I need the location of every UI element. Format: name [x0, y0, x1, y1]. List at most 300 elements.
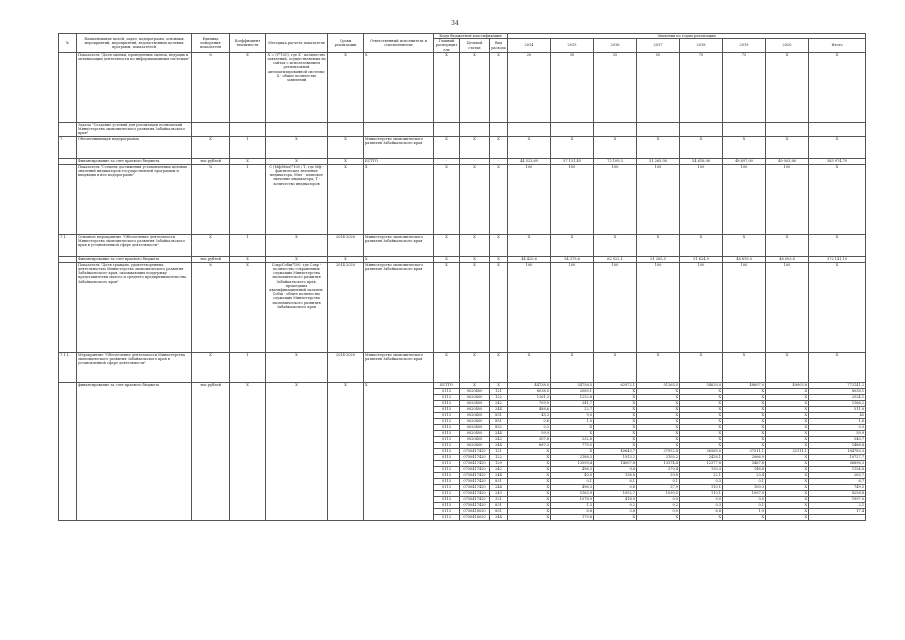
fin-value-2018: Х	[680, 418, 723, 424]
fin-value-2014: Х	[508, 508, 551, 514]
row-value-2017: 51 265,08	[637, 158, 680, 164]
fin-value-2018: 110,1	[680, 484, 723, 490]
fin-vid: 851	[490, 418, 508, 424]
fin-grbs: 0113	[434, 502, 460, 508]
col-year-2018: 2018	[680, 39, 723, 53]
row-value-2018: 100	[680, 164, 723, 234]
fin-vid: 243	[490, 490, 508, 496]
row-grbs: Х	[434, 136, 460, 158]
col-exec: Ответственный исполнитель и соисполнители	[364, 34, 434, 53]
row-coef: Х	[230, 256, 266, 262]
row-name: Задача "Создание условий для реализации полномочий Министерства экономического развития Забайкальского края"	[77, 122, 192, 136]
fin-value-2019: Х	[723, 442, 766, 448]
fin-value-2019: 1007,9	[723, 490, 766, 496]
fin-grbs: 0113	[434, 478, 460, 484]
fin-value-2015: 1,3	[551, 502, 594, 508]
row-method: Х	[266, 256, 328, 262]
row-exec: Министерство экономического развития Забайкальского края	[364, 262, 434, 352]
row-value-2018: Х	[680, 234, 723, 256]
fin-value-2016: Х	[594, 430, 637, 436]
row-exec: Министерство экономического развития Забайкальского края	[364, 352, 434, 382]
fin-value-2017: 37952,4	[637, 448, 680, 454]
fin-value-2017: Х	[637, 400, 680, 406]
fin-value-2020: Х	[766, 490, 809, 496]
fin-vid: 244	[490, 514, 508, 520]
row-value-2015: 100	[551, 262, 594, 352]
fin-value-2017: Х	[637, 514, 680, 520]
fin-vid: 321	[490, 496, 508, 502]
row-value-2019: Х	[723, 352, 766, 382]
fin-total: 8038,1	[809, 388, 866, 394]
fin-vid: 831	[490, 502, 508, 508]
fin-value-2015: 22,7	[551, 406, 594, 412]
row-vid: Х	[490, 52, 508, 122]
fin-value-2020: Х	[766, 400, 809, 406]
fin-grbs: 0113	[434, 484, 460, 490]
fin-value-2018: Х	[680, 424, 723, 430]
fin-value-2018: Х	[680, 436, 723, 442]
row-method	[266, 122, 328, 136]
row-name: финансирование за счет краевого бюджета	[77, 382, 192, 520]
fin-value-2020: Х	[766, 514, 809, 520]
row-total: Х	[809, 262, 866, 352]
fin-value-2015: 496,3	[551, 484, 594, 490]
row-term: Х	[328, 382, 364, 520]
fin-value-2020: Х	[766, 466, 809, 472]
row-value-2020: 100	[766, 164, 809, 234]
fin-razdel: 0020400	[460, 406, 490, 412]
row-name: Мероприятие "Обеспечение деятельности Министерства экономического развития Забайкальского края в установленной сфере деятельности"	[77, 352, 192, 382]
fin-grbs: 0113	[434, 424, 460, 430]
row-vid: Х	[490, 262, 508, 352]
col-grbs: Главный распорядитель	[434, 39, 460, 53]
fin-razdel: 0750417420	[460, 466, 490, 472]
row-coef: 1	[230, 234, 266, 256]
fin-razdel: 0750417420	[460, 502, 490, 508]
fin-total: 1,6	[809, 418, 866, 424]
row-value-2014: 100	[508, 164, 551, 234]
table-row	[59, 164, 866, 234]
row-value-2018: 100	[680, 262, 723, 352]
row-method: Х = (Y*100), где Х - количество заявлений, осуществляемых на сайтах с использованием региональной автоматизированной системы; Х - общее количество заявлений	[266, 52, 328, 122]
row-value-2016: Х	[594, 234, 637, 256]
table-row	[59, 262, 866, 352]
fin-value-2020: Х	[766, 430, 809, 436]
fin-razdel: 0020400	[460, 394, 490, 400]
row-grbs: Х	[434, 256, 460, 262]
fin-total	[809, 514, 866, 520]
row-grbs: Х	[434, 262, 460, 352]
fin-grbs: 0113	[434, 448, 460, 454]
row-method: Х	[266, 234, 328, 256]
row-value-2016: 72 109,3	[594, 158, 637, 164]
fin-vid: 122	[490, 454, 508, 460]
row-method: Сохр/Собщ*100, где Сохр - количество сохраненных служащих Министерства экономического развития Забайкальского края, прошедших квалификационный экзамен; Собщ - общее количество служащих Министерства экономического развития Забайкальского края	[266, 262, 328, 352]
row-grbs: Х	[434, 52, 460, 122]
fin-value-2018: Х	[680, 406, 723, 412]
col-term: Сроки реализации	[328, 34, 364, 53]
fin-grbs: 0113	[434, 412, 460, 418]
fin-value-2020: Х	[766, 388, 809, 394]
fin-grbs: 0113	[434, 508, 460, 514]
fin-total: 1466,8	[809, 442, 866, 448]
row-value-2014: 100	[508, 262, 551, 352]
row-num	[59, 262, 77, 352]
row-value-2017: 50	[637, 52, 680, 122]
fin-value-2015: 8,8	[551, 508, 594, 514]
fin-value-2019: Х	[723, 406, 766, 412]
fin-value-2016: Х	[594, 514, 637, 520]
fin-razdel: 0020400	[460, 412, 490, 418]
fin-vid: 831	[490, 478, 508, 484]
group-budget-code: Коды бюджетной классификации	[434, 34, 508, 39]
fin-value-2018: 6,8	[680, 508, 723, 514]
fin-value-2016: 14007,8	[594, 460, 637, 466]
fin-value-2017: 1030,5	[637, 490, 680, 496]
col-year-2014: 2014	[508, 39, 551, 53]
fin-value-2020: Х	[766, 496, 809, 502]
row-value-2015: Х	[551, 352, 594, 382]
page-number: 34	[451, 20, 459, 27]
fin-grbs: 0113	[434, 496, 460, 502]
fin-value-2016: Х	[594, 412, 637, 418]
row-value-2017: 100	[637, 262, 680, 352]
row-value-2016: 100	[594, 262, 637, 352]
row-unit	[192, 122, 230, 136]
row-total: 372 141,10	[809, 256, 866, 262]
fin-value-2018: 110,1	[680, 490, 723, 496]
fin-razdel: 0020400	[460, 436, 490, 442]
group-values: Значения по годам реализации	[508, 34, 866, 39]
fin-vid: 242	[490, 436, 508, 442]
col-year-2017: 2017	[637, 39, 680, 53]
table-row	[59, 122, 866, 136]
row-total: Х	[809, 136, 866, 158]
fin-value-2015: 779,5	[551, 442, 594, 448]
fin-value-2017: 0,2	[637, 502, 680, 508]
row-unit: Х	[192, 136, 230, 158]
col-name: Наименование целей, задач, подпрограмм, основных мероприятий, мероприятий, ведомственных целевых программ, показателей	[77, 34, 192, 53]
fin-value-2019: 148,8	[723, 466, 766, 472]
fin-value-2014: 687,3	[508, 442, 551, 448]
row-num	[59, 52, 77, 122]
fin-value-2018: 36565,0	[680, 448, 723, 454]
fin-value-2015: 54758,5	[551, 382, 594, 388]
fin-grbs: 0113	[434, 514, 460, 520]
row-num	[59, 382, 77, 520]
row-value-2019: 75	[723, 52, 766, 122]
row-method: Х	[266, 352, 328, 382]
row-coef: 1	[230, 136, 266, 158]
fin-value-2016: 6,1	[594, 478, 637, 484]
fin-value-2020: Х	[766, 406, 809, 412]
fin-razdel: 0020400	[460, 430, 490, 436]
fin-value-2019: 0,1	[723, 478, 766, 484]
fin-razdel: 0750418020	[460, 514, 490, 520]
row-value-2015	[551, 122, 594, 136]
fin-value-2014: 0,3	[508, 424, 551, 430]
fin-total: 540,7	[809, 436, 866, 442]
fin-vid: 244	[490, 472, 508, 478]
row-unit: тыс.рублей	[192, 256, 230, 262]
row-name: Показатель "Степень достижения установленных целевых значений индикаторов государственной программы и входящих в нее подпрограмм"	[77, 164, 192, 234]
row-unit: тыс.рублей	[192, 382, 230, 520]
fin-value-2017: 13374,4	[637, 460, 680, 466]
fin-value-2016: 3,6	[594, 508, 637, 514]
fin-value-2016: Х	[594, 394, 637, 400]
fin-razdel: 0750417420	[460, 478, 490, 484]
row-razdel: Х	[460, 352, 490, 382]
fin-value-2016: 418,9	[594, 496, 637, 502]
row-total: Х	[809, 164, 866, 234]
fin-value-2017: Х	[637, 406, 680, 412]
fin-total: 6,7	[809, 478, 866, 484]
row-coef: Х	[230, 158, 266, 164]
row-value-2014	[508, 122, 551, 136]
fin-value-2018: Х	[680, 400, 723, 406]
fin-value-2016: Х	[594, 388, 637, 394]
row-value-2019	[723, 122, 766, 136]
row-value-2018: 70	[680, 52, 723, 122]
fin-value-2017: Х	[637, 436, 680, 442]
row-name: Обеспечивающая подпрограмма	[77, 136, 192, 158]
row-value-2017: Х	[637, 234, 680, 256]
row-exec: Х	[364, 164, 434, 234]
fin-value-2020: Х	[766, 418, 809, 424]
row-name: Финансирование за счет краевого бюджета	[77, 158, 192, 164]
row-exec: Министерство экономического развития Забайкальского края	[364, 234, 434, 256]
row-term: Х	[328, 52, 364, 122]
fin-value-2020: Х	[766, 394, 809, 400]
row-value-2016: 35	[594, 52, 637, 122]
fin-value-2014: 709,9	[508, 400, 551, 406]
fin-value-2019: Х	[723, 400, 766, 406]
fin-value-2016: Х	[594, 424, 637, 430]
row-value-2015: 100	[551, 164, 594, 234]
fin-value-2015: Х	[551, 424, 594, 430]
fin-value-2014: Х	[508, 466, 551, 472]
row-term: Х	[328, 256, 364, 262]
row-value-2014: 44 420,6	[508, 256, 551, 262]
row-value-2018: Х	[680, 352, 723, 382]
fin-vid: 242	[490, 400, 508, 406]
fin-value-2014: Х	[508, 496, 551, 502]
fin-value-2016: Х	[594, 406, 637, 412]
row-grbs: -	[434, 158, 460, 164]
fin-value-2017: 0,0	[637, 508, 680, 514]
fin-value-2015: 9,0	[551, 412, 594, 418]
fin-value-2016: Х	[594, 436, 637, 442]
fin-value-2018: 0,0	[680, 496, 723, 502]
fin-value-2020: 32111,1	[766, 448, 809, 454]
fin-value-2017: Х	[637, 424, 680, 430]
row-grbs: Х	[434, 164, 460, 234]
fin-value-2014: 45,3	[508, 412, 551, 418]
fin-value-2019: Х	[723, 430, 766, 436]
fin-value-2020: Х	[766, 460, 809, 466]
row-value-2015: 54 379,6	[551, 256, 594, 262]
fin-razdel: Х	[460, 382, 490, 388]
fin-value-2014: Х	[508, 478, 551, 484]
fin-value-2019: 48697,0	[723, 382, 766, 388]
fin-value-2020: Х	[766, 436, 809, 442]
fin-value-2018: 22,1	[680, 472, 723, 478]
col-vid: Вид расхода	[490, 39, 508, 53]
fin-total: 56896,3	[809, 460, 866, 466]
row-value-2019: 48 697,00	[723, 158, 766, 164]
fin-value-2014: 8038,0	[508, 388, 551, 394]
fin-grbs: 0113	[434, 430, 460, 436]
fin-total: 17,4	[809, 508, 866, 514]
fin-total: 59,9	[809, 430, 866, 436]
row-value-2017: Х	[637, 136, 680, 158]
fin-value-2020: Х	[766, 424, 809, 430]
fin-vid: 129	[490, 460, 508, 466]
fin-value-2015: 1232,8	[551, 394, 594, 400]
fin-value-2020: Х	[766, 484, 809, 490]
fin-value-2019: Х	[723, 388, 766, 394]
row-razdel: Х	[460, 234, 490, 256]
fin-value-2019: 23,4	[723, 472, 766, 478]
row-value-2014: Х	[508, 136, 551, 158]
row-term: 2014-2020	[328, 352, 364, 382]
fin-value-2018: 12377,8	[680, 460, 723, 466]
fin-value-2014: Х	[508, 514, 551, 520]
fin-value-2020: Х	[766, 412, 809, 418]
row-total: Х	[809, 352, 866, 382]
fin-razdel: 0750417420	[460, 496, 490, 502]
row-value-2014: Х	[508, 352, 551, 382]
col-method: Методика расчета показателя	[266, 34, 328, 53]
row-value-2015: 30	[551, 52, 594, 122]
row-method: Х	[266, 136, 328, 158]
fin-value-2016: 1913,2	[594, 454, 637, 460]
row-vid: Х	[490, 256, 508, 262]
fin-vid: 122	[490, 394, 508, 400]
row-value-2020: Х	[766, 52, 809, 122]
fin-total: 45	[809, 412, 866, 418]
fin-value-2014: Х	[508, 454, 551, 460]
fin-value-2019: 37511,1	[723, 448, 766, 454]
fin-value-2016: 62972,1	[594, 382, 637, 388]
row-term: Х	[328, 164, 364, 234]
fin-value-2014: Х	[508, 472, 551, 478]
fin-value-2019: 100,3	[723, 484, 766, 490]
fin-value-2017: 51265,5	[637, 382, 680, 388]
fin-grbs: 0113	[434, 394, 460, 400]
row-value-2014: 44 523,69	[508, 158, 551, 164]
fin-total: 1166,2	[809, 400, 866, 406]
col-total: Итого	[809, 39, 866, 53]
fin-grbs: 0113	[434, 442, 460, 448]
row-total: Х	[809, 52, 866, 122]
fin-value-2018: Х	[680, 394, 723, 400]
fin-value-2018: 130,3	[680, 466, 723, 472]
fin-value-2015: Х	[551, 430, 594, 436]
fin-value-2019: 0,1	[723, 502, 766, 508]
row-unit: %	[192, 52, 230, 122]
col-year-2019: 2019	[723, 39, 766, 53]
fin-value-2016: 9,8	[594, 466, 637, 472]
row-term: 2014-2020	[328, 234, 364, 256]
row-value-2016: 62 922,1	[594, 256, 637, 262]
fin-value-2014: 307,8	[508, 436, 551, 442]
fin-vid: Х	[490, 382, 508, 388]
row-name: Основное мероприятие "Обеспечение деятельности Министерства экономического развития Забайкальского края в установленной сфере деятельности"	[77, 234, 192, 256]
fin-value-2015: 341,7	[551, 400, 594, 406]
fin-value-2017: Х	[637, 388, 680, 394]
fin-value-2020: Х	[766, 454, 809, 460]
fin-value-2017: 0,1	[637, 478, 680, 484]
fin-grbs: 0113	[434, 400, 460, 406]
row-razdel	[460, 122, 490, 136]
row-name: Финансирование за счет краевого бюджета	[77, 256, 192, 262]
row-razdel: -	[460, 158, 490, 164]
row-value-2020: Х	[766, 352, 809, 382]
row-unit: %	[192, 164, 230, 234]
fin-razdel: 0750417420	[460, 490, 490, 496]
fin-grbs: 0113	[434, 460, 460, 466]
fin-value-2019: 3467,8	[723, 460, 766, 466]
fin-value-2014: Х	[508, 448, 551, 454]
fin-value-2014: 59,9	[508, 430, 551, 436]
fin-value-2016: 0,2	[594, 502, 637, 508]
fin-vid: 244	[490, 484, 508, 490]
fin-value-2014: 1261,3	[508, 394, 551, 400]
fin-vid: 244	[490, 406, 508, 412]
fin-value-2016: Х	[594, 400, 637, 406]
fin-value-2016: 136,8	[594, 472, 637, 478]
row-value-2018	[680, 122, 723, 136]
table-row	[59, 136, 866, 158]
row-method: C (Мф/Мпл)*100 / Т, где Мф - фактическое значение индикатора, Мпл - плановое значение индикатора; Т - количество индикаторов	[266, 164, 328, 234]
fin-value-2015: 40,0	[551, 472, 594, 478]
row-vid: Х	[490, 136, 508, 158]
row-razdel: Х	[460, 262, 490, 352]
fin-grbs: 0113	[434, 388, 460, 394]
fin-value-2015: 5163,9	[551, 490, 594, 496]
row-value-2020	[766, 122, 809, 136]
fin-total: 8258,8	[809, 490, 866, 496]
col-unit: Единица измерения показателя	[192, 34, 230, 53]
fin-razdel: 0750417420	[460, 448, 490, 454]
row-term: 2014-2020	[328, 262, 364, 352]
row-total: Х	[809, 234, 866, 256]
row-value-2020: 100	[766, 262, 809, 352]
fin-vid: 831	[490, 412, 508, 418]
table-body	[59, 52, 866, 520]
fin-value-2014: 488,6	[508, 406, 551, 412]
row-name: Показатель "Доля граждан, удовлетворенных деятельностью Министерства экономического развития Забайкальского края, оказывающих поддержку представителям малого и среднего предпринимательства Забайкальского края"	[77, 262, 192, 352]
fin-value-2018: 54620,0	[680, 382, 723, 388]
row-total: 383 974,70	[809, 158, 866, 164]
fin-value-2019: 0,0	[723, 496, 766, 502]
fin-total: 184783,3	[809, 448, 866, 454]
row-grbs: Х	[434, 234, 460, 256]
row-value-2018: 54 616,06	[680, 158, 723, 164]
fin-grbs: 0113	[434, 406, 460, 412]
fin-value-2019: Х	[723, 394, 766, 400]
fin-razdel: 0750417420	[460, 460, 490, 466]
program-table	[58, 33, 866, 521]
fin-razdel: 0750417420	[460, 454, 490, 460]
row-vid: Х	[490, 164, 508, 234]
fin-razdel: 0020400	[460, 418, 490, 424]
fin-total: 1997,0	[809, 496, 866, 502]
table-row	[59, 352, 866, 382]
row-coef: Х	[230, 382, 266, 520]
fin-total: 263,7	[809, 472, 866, 478]
